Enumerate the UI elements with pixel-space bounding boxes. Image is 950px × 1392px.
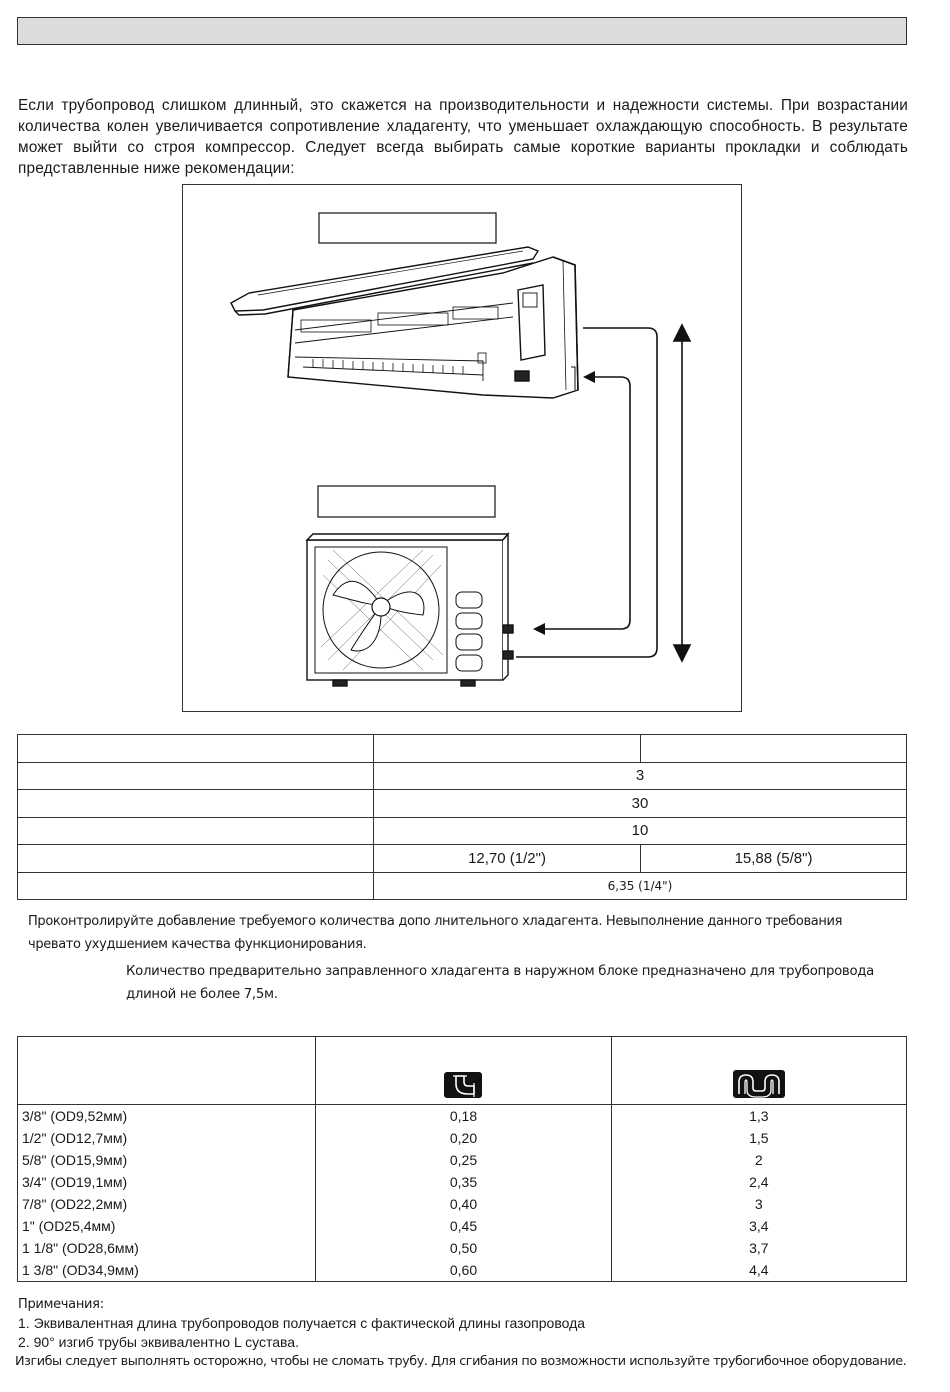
equiv-row bbox=[18, 1171, 907, 1193]
equiv-row bbox=[18, 1215, 907, 1237]
notes-section bbox=[18, 1295, 918, 1352]
note-item: 2. 90° изгиб трубы эквивалентно L сустава. bbox=[18, 1334, 299, 1350]
elbow-value: 0,25 bbox=[316, 1149, 611, 1171]
elbow-value: 0,50 bbox=[316, 1237, 611, 1259]
equiv-header-cell bbox=[18, 1037, 316, 1105]
equivalent-length-table bbox=[17, 1036, 907, 1282]
equiv-row bbox=[18, 1105, 907, 1128]
piping-spec-table bbox=[17, 734, 907, 900]
pipe-size: 1" (OD25,4мм) bbox=[18, 1215, 316, 1237]
spec-cell: 10 bbox=[374, 817, 907, 845]
elbow-value: 0,60 bbox=[316, 1259, 611, 1282]
equiv-header-row bbox=[18, 1037, 907, 1105]
spec-cell: 6,35 (1/4") bbox=[374, 872, 907, 900]
outdoor-unit bbox=[307, 534, 513, 686]
spec-row bbox=[18, 735, 907, 763]
pipe-size: 7/8" (OD22,2мм) bbox=[18, 1193, 316, 1215]
spec-cell bbox=[18, 762, 374, 790]
equiv-row bbox=[18, 1149, 907, 1171]
pipe-size: 1/2" (OD12,7мм) bbox=[18, 1127, 316, 1149]
elbow-value: 0,35 bbox=[316, 1171, 611, 1193]
u-bend-icon bbox=[733, 1070, 785, 1098]
indoor-unit bbox=[231, 247, 578, 398]
spec-cell: 15,88 (5/8") bbox=[641, 845, 907, 873]
spec-row bbox=[18, 762, 907, 790]
indoor-unit-label-box bbox=[319, 213, 496, 243]
note-item: 1. Эквивалентная длина трубопроводов получается с фактической длины газопровода bbox=[18, 1315, 586, 1331]
equiv-row bbox=[18, 1193, 907, 1215]
spec-cell: 3 bbox=[374, 762, 907, 790]
spec-row bbox=[18, 845, 907, 873]
installation-diagram-drawing bbox=[183, 185, 741, 711]
spec-row bbox=[18, 817, 907, 845]
equiv-row bbox=[18, 1127, 907, 1149]
pipe-size: 3/8" (OD9,52мм) bbox=[18, 1105, 316, 1128]
ubend-value: 1,5 bbox=[611, 1127, 906, 1149]
ubend-value: 1,3 bbox=[611, 1105, 906, 1128]
height-dimension bbox=[674, 325, 690, 661]
elbow-value: 0,18 bbox=[316, 1105, 611, 1128]
precharge-note: Количество предварительно заправленного хладагента в наружном блоке предназначено для трубопровода длиной не более 7,5м. bbox=[126, 964, 875, 1002]
installation-diagram bbox=[182, 184, 742, 712]
spec-cell bbox=[18, 845, 374, 873]
pipe-size: 1 1/8" (OD28,6мм) bbox=[18, 1237, 316, 1259]
equiv-header-cell bbox=[316, 1037, 611, 1105]
ubend-value: 4,4 bbox=[611, 1259, 906, 1282]
equiv-row bbox=[18, 1237, 907, 1259]
ubend-value: 3 bbox=[611, 1193, 906, 1215]
pipe-size: 3/4" (OD19,1мм) bbox=[18, 1171, 316, 1193]
elbow-value: 0,40 bbox=[316, 1193, 611, 1215]
spec-row bbox=[18, 872, 907, 900]
flow-arrows bbox=[533, 371, 595, 635]
spec-cell bbox=[374, 735, 641, 763]
equiv-header-cell bbox=[611, 1037, 906, 1105]
spec-cell bbox=[641, 735, 907, 763]
spec-cell bbox=[18, 817, 374, 845]
outdoor-unit-label-box bbox=[318, 486, 495, 517]
pipe-size: 1 3/8" (OD34,9мм) bbox=[18, 1259, 316, 1282]
equiv-row bbox=[18, 1259, 907, 1282]
ubend-value: 2,4 bbox=[611, 1171, 906, 1193]
refrigerant-note: Проконтролируйте добавление требуемого количества допо лнительного хладагента. Невыполнение данного требования чревато ухудшением качества функционирования. bbox=[28, 914, 843, 952]
intro-paragraph: Если трубопровод слишком длинный, это скажется на производительности и надежности системы. При возрастании количества колен увеличивается сопротивление хладагенту, что уменьшает охлаждающую способность. В результате может выйти со строя компрессор. Следует всегда выбирать самые короткие варианты прокладки и соблюдать представленные ниже рекомендации: bbox=[18, 97, 908, 177]
elbow-value: 0,45 bbox=[316, 1215, 611, 1237]
elbow-value: 0,20 bbox=[316, 1127, 611, 1149]
elbow-bend-icon bbox=[444, 1072, 482, 1098]
spec-cell bbox=[18, 735, 374, 763]
pipe-size: 5/8" (OD15,9мм) bbox=[18, 1149, 316, 1171]
spec-cell bbox=[18, 790, 374, 818]
ubend-value: 3,7 bbox=[611, 1237, 906, 1259]
bending-note: Изгибы следует выполнять осторожно, чтобы не сломать трубу. Для сгибания по возможности используйте трубогибочное оборудование. bbox=[15, 1354, 907, 1369]
ubend-value: 2 bbox=[611, 1149, 906, 1171]
notes-title: Примечания: bbox=[18, 1297, 104, 1312]
spec-row bbox=[18, 790, 907, 818]
spec-cell: 12,70 (1/2") bbox=[374, 845, 641, 873]
ubend-value: 3,4 bbox=[611, 1215, 906, 1237]
spec-cell bbox=[18, 872, 374, 900]
spec-cell: 30 bbox=[374, 790, 907, 818]
section-header-bar bbox=[17, 17, 907, 45]
